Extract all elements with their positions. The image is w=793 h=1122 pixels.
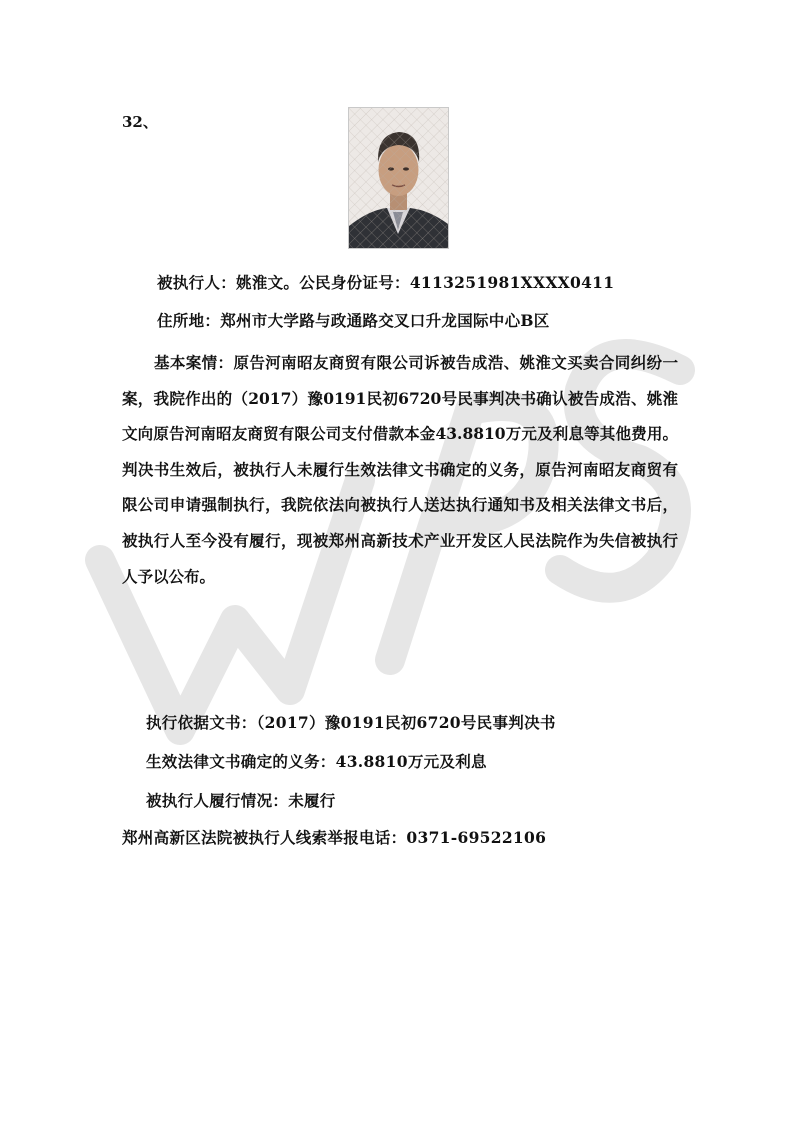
id-label: 公民身份证号：: [299, 273, 410, 292]
hotline-label: 郑州高新区法院被执行人线索举报电话：: [122, 828, 407, 847]
performance-line: [146, 789, 336, 811]
obligation-label: 生效法律文书确定的义务：: [146, 752, 336, 771]
basis-value: （2017）豫0191民初6720号民事判决书: [256, 713, 556, 732]
hotline-number: 0371-69522106: [406, 828, 547, 847]
case-label: 基本案情：: [154, 353, 234, 372]
person-portrait-photo: [348, 107, 449, 249]
person-line: [157, 271, 614, 293]
case-text: 原告河南昭友商贸有限公司诉被告成浩、姚淮文买卖合同纠纷一案，我院作出的（2017）豫0191民初6720号民事判决书确认被告成浩、姚淮文向原告河南昭友商贸有限公司支付借款本金43.8810万元及利息等其他费用。判决书生效后，被执行人未履行生效法律文书确定的义务，原告河南昭友商贸有限公司申请强制执行，我院依法向被执行人送达执行通知书及相关法律文书后，被执行人至今没有履行，现被郑州高新技术产业开发区人民法院作为失信被执行人予以公布。: [122, 353, 678, 586]
obligation-value: 43.8810万元及利息: [335, 752, 487, 771]
person-name: 姚淮文。: [236, 273, 300, 292]
address-label: 住所地：: [157, 311, 221, 330]
obligation-line: [146, 750, 487, 772]
performance-label: 被执行人履行情况：: [146, 791, 289, 810]
person-label: 被执行人：: [157, 273, 237, 292]
basis-label: 执行依据文书：: [146, 713, 257, 732]
address-line: [157, 309, 550, 331]
performance-value: 未履行: [288, 791, 336, 810]
hotline-line: [122, 826, 546, 848]
item-number: 32、: [122, 113, 158, 131]
case-paragraph: [122, 345, 678, 594]
address-value: 郑州市大学路与政通路交叉口升龙国际中心B区: [220, 311, 550, 330]
basis-line: [146, 711, 556, 733]
id-number: 4113251981XXXX0411: [409, 273, 615, 292]
